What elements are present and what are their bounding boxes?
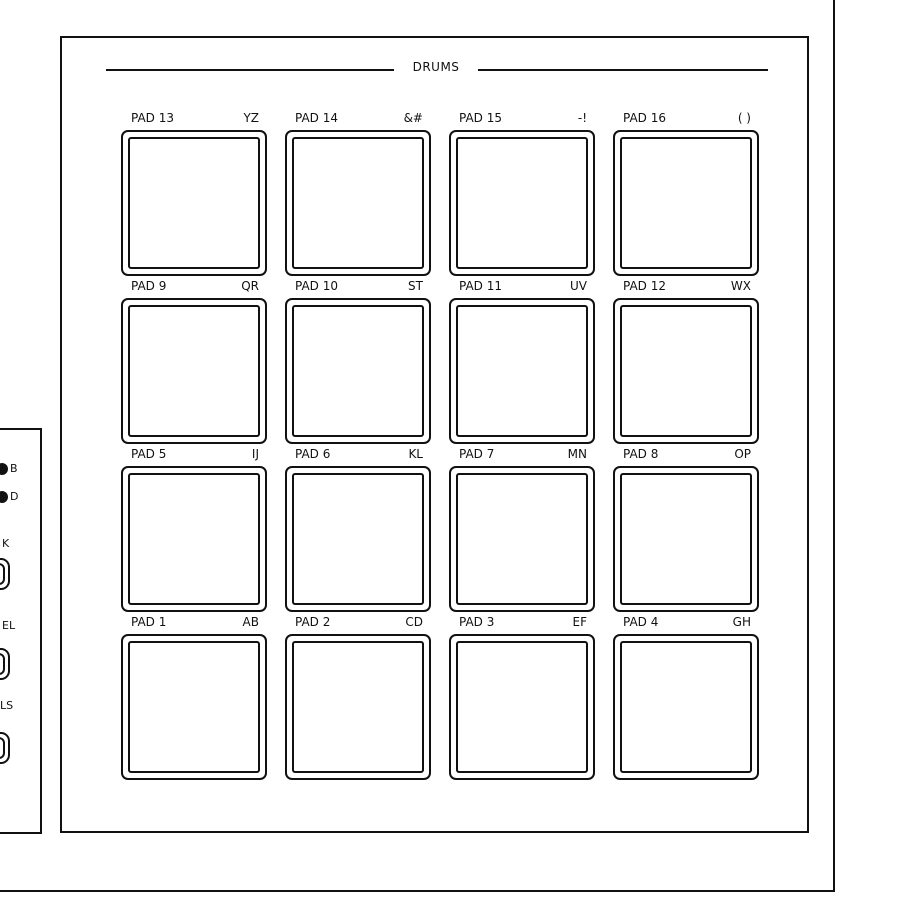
pad-cell bbox=[613, 447, 759, 594]
pad-name: PAD 16 bbox=[623, 111, 667, 125]
led-label: D bbox=[10, 490, 19, 503]
pad-keys: UV bbox=[570, 279, 587, 293]
pad-label bbox=[295, 111, 423, 127]
pad-cell bbox=[449, 615, 595, 762]
pad-cell bbox=[121, 615, 267, 762]
drum-pad-6[interactable] bbox=[285, 466, 431, 612]
pad-surface bbox=[620, 473, 752, 605]
pad-surface bbox=[128, 641, 260, 773]
pad-surface bbox=[292, 305, 424, 437]
pad-name: PAD 14 bbox=[295, 111, 339, 125]
pad-cell bbox=[285, 615, 431, 762]
pad-keys: MN bbox=[567, 447, 587, 461]
led-icon bbox=[0, 463, 8, 475]
pad-keys: AB bbox=[242, 615, 259, 629]
led-indicator-d bbox=[2, 490, 18, 504]
drum-pad-14[interactable] bbox=[285, 130, 431, 276]
pad-surface bbox=[128, 473, 260, 605]
pad-label bbox=[131, 615, 259, 631]
pad-surface bbox=[292, 473, 424, 605]
pad-name: PAD 3 bbox=[459, 615, 495, 629]
pad-label bbox=[131, 111, 259, 127]
pad-surface bbox=[620, 305, 752, 437]
pad-surface bbox=[620, 137, 752, 269]
pad-name: PAD 13 bbox=[131, 111, 175, 125]
pad-keys: WX bbox=[730, 279, 751, 293]
pad-keys: OP bbox=[734, 447, 751, 461]
drums-header bbox=[106, 60, 768, 80]
side-button-label: K bbox=[2, 537, 10, 550]
side-button-3[interactable] bbox=[0, 732, 10, 764]
drum-pad-9[interactable] bbox=[121, 298, 267, 444]
drum-pad-13[interactable] bbox=[121, 130, 267, 276]
drums-panel bbox=[60, 36, 809, 833]
drum-pad-3[interactable] bbox=[449, 634, 595, 780]
drum-pad-grid bbox=[121, 111, 759, 762]
pad-cell bbox=[121, 279, 267, 426]
pad-name: PAD 7 bbox=[459, 447, 495, 461]
pad-keys: YZ bbox=[243, 111, 259, 125]
pad-label bbox=[459, 111, 587, 127]
pad-name: PAD 10 bbox=[295, 279, 339, 293]
drum-pad-11[interactable] bbox=[449, 298, 595, 444]
drum-pad-7[interactable] bbox=[449, 466, 595, 612]
pad-cell bbox=[613, 615, 759, 762]
pad-cell bbox=[285, 447, 431, 594]
pad-label bbox=[459, 447, 587, 463]
pad-surface bbox=[292, 137, 424, 269]
side-button-2[interactable] bbox=[0, 648, 10, 680]
pad-name: PAD 12 bbox=[623, 279, 667, 293]
pad-name: PAD 8 bbox=[623, 447, 659, 461]
pad-keys: &# bbox=[403, 111, 423, 125]
drum-pad-12[interactable] bbox=[613, 298, 759, 444]
pad-label bbox=[295, 279, 423, 295]
pad-keys: GH bbox=[732, 615, 751, 629]
drums-title: DRUMS bbox=[412, 60, 460, 74]
pad-keys: EF bbox=[572, 615, 587, 629]
pad-label bbox=[623, 279, 751, 295]
led-label: B bbox=[10, 462, 18, 475]
pad-keys: QR bbox=[241, 279, 259, 293]
side-button-label: EL bbox=[2, 619, 16, 632]
pad-cell bbox=[449, 111, 595, 258]
pad-surface bbox=[128, 137, 260, 269]
pad-cell bbox=[613, 279, 759, 426]
drum-pad-5[interactable] bbox=[121, 466, 267, 612]
drum-pad-2[interactable] bbox=[285, 634, 431, 780]
pad-label bbox=[623, 615, 751, 631]
pad-label bbox=[131, 447, 259, 463]
pad-surface bbox=[456, 137, 588, 269]
pad-cell bbox=[285, 111, 431, 258]
pad-name: PAD 4 bbox=[623, 615, 659, 629]
pad-cell bbox=[121, 447, 267, 594]
side-button-1[interactable] bbox=[0, 558, 10, 590]
left-control-panel bbox=[0, 428, 42, 834]
pad-label bbox=[623, 111, 751, 127]
pad-cell bbox=[449, 447, 595, 594]
led-icon bbox=[0, 491, 8, 503]
pad-name: PAD 11 bbox=[459, 279, 503, 293]
side-button-label: LS bbox=[0, 699, 14, 712]
drum-pad-15[interactable] bbox=[449, 130, 595, 276]
pad-cell bbox=[285, 279, 431, 426]
pad-keys: -! bbox=[577, 111, 587, 125]
pad-cell bbox=[449, 279, 595, 426]
pad-keys: IJ bbox=[251, 447, 259, 461]
drum-pad-8[interactable] bbox=[613, 466, 759, 612]
pad-name: PAD 6 bbox=[295, 447, 331, 461]
pad-surface bbox=[292, 641, 424, 773]
pad-keys: CD bbox=[405, 615, 423, 629]
drum-pad-1[interactable] bbox=[121, 634, 267, 780]
pad-name: PAD 15 bbox=[459, 111, 503, 125]
pad-keys: ( ) bbox=[737, 111, 751, 125]
pad-label bbox=[459, 279, 587, 295]
pad-surface bbox=[128, 305, 260, 437]
pad-surface bbox=[620, 641, 752, 773]
pad-keys: ST bbox=[408, 279, 423, 293]
pad-name: PAD 5 bbox=[131, 447, 167, 461]
pad-cell bbox=[121, 111, 267, 258]
pad-label bbox=[131, 279, 259, 295]
pad-name: PAD 2 bbox=[295, 615, 331, 629]
pad-name: PAD 1 bbox=[131, 615, 167, 629]
pad-keys: KL bbox=[408, 447, 423, 461]
pad-label bbox=[295, 447, 423, 463]
pad-label bbox=[295, 615, 423, 631]
drum-pad-10[interactable] bbox=[285, 298, 431, 444]
pad-name: PAD 9 bbox=[131, 279, 167, 293]
pad-surface bbox=[456, 641, 588, 773]
pad-surface bbox=[456, 305, 588, 437]
drum-pad-16[interactable] bbox=[613, 130, 759, 276]
header-divider bbox=[478, 69, 768, 71]
header-divider bbox=[106, 69, 394, 71]
pad-surface bbox=[456, 473, 588, 605]
pad-label bbox=[459, 615, 587, 631]
pad-cell bbox=[613, 111, 759, 258]
drum-pad-4[interactable] bbox=[613, 634, 759, 780]
led-indicator-b bbox=[2, 462, 18, 476]
pad-label bbox=[623, 447, 751, 463]
